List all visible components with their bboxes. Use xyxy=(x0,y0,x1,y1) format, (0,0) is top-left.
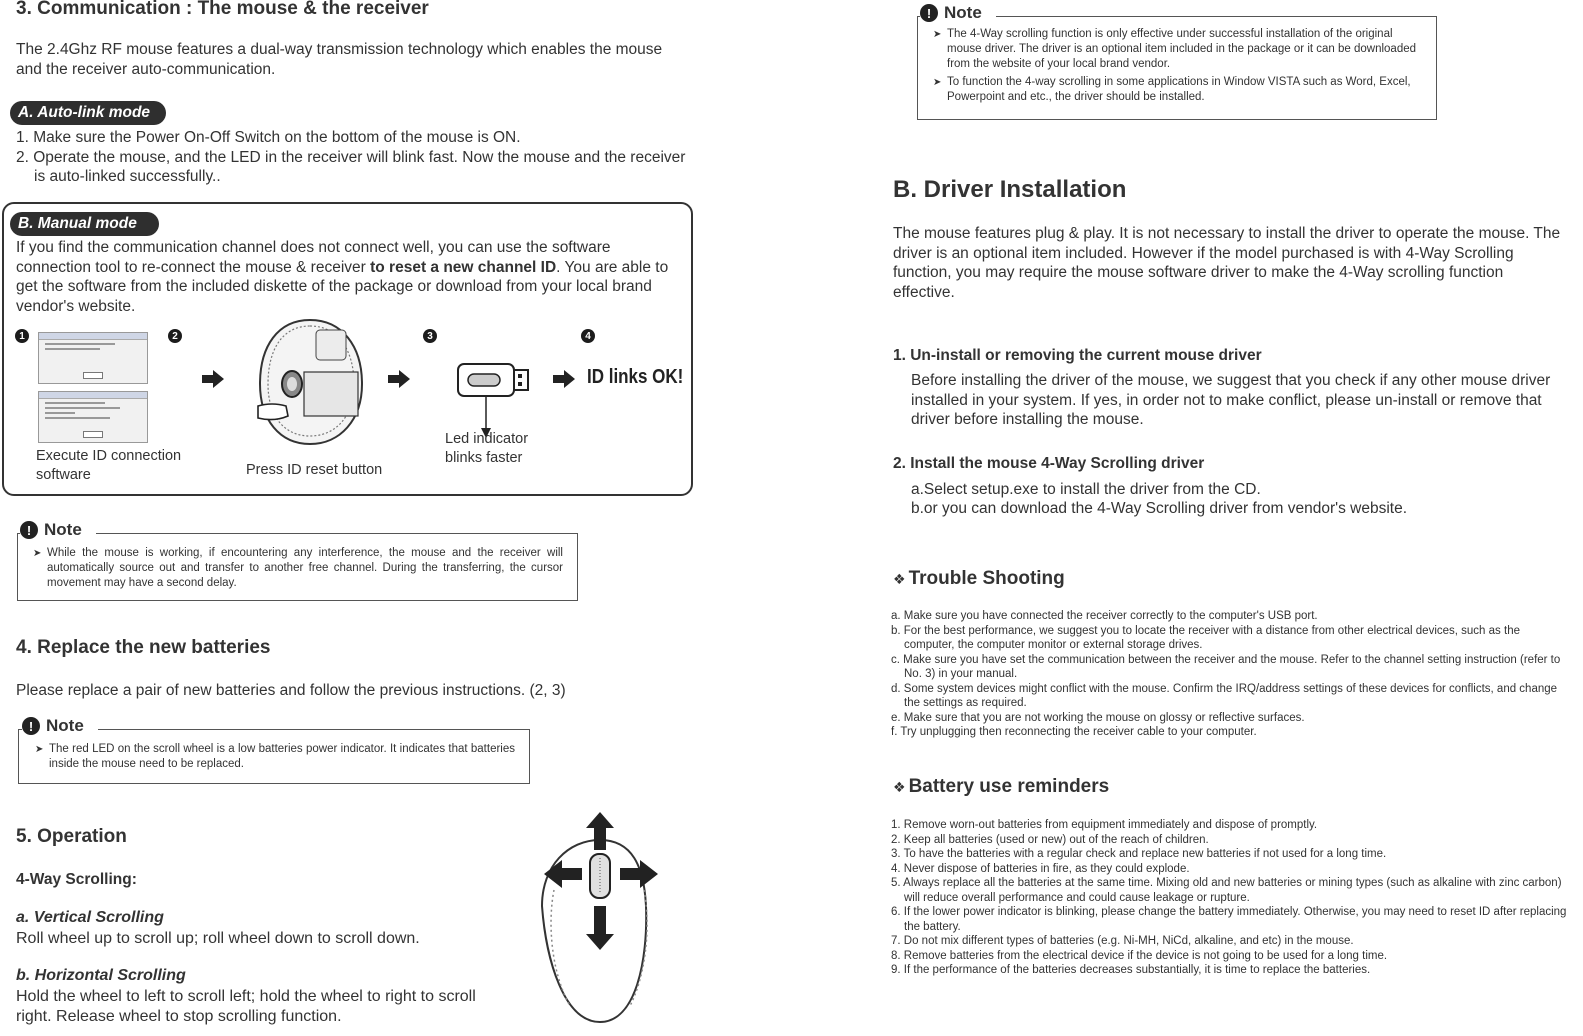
uninstall-text: Before installing the driver of the mouse, we suggest that you check if any other mouse driver installed in your system. If yes, in order not to make conflict, please un-install or remove that driver before installing the mouse. xyxy=(911,372,1551,428)
list-item: 9. If the performance of the batteries decreases substantially, it is time to replace the batteries. xyxy=(891,964,1371,976)
section-3-title: 3. Communication : The mouse & the receiver xyxy=(16,0,429,19)
trouble-shooting-title: ❖ Trouble Shooting xyxy=(893,568,1065,589)
list-item: b. For the best performance, we suggest you to locate the receiver with a distance from other electrical devices, such as the computer, the computer monitor or external storage drives. xyxy=(891,624,1520,651)
list-item: 4. Never dispose of batteries in fire, as they could explode. xyxy=(891,862,1190,875)
list-item: 5. Always replace all the batteries at the same time. Mixing old and new batteries or mining types (such as alkaline with zinc carbon) will reduce overall performance and could cause leakage or rupture. xyxy=(891,877,1562,904)
mouse-bottom-image xyxy=(250,316,370,448)
list-item: a. Make sure you have connected the receiver correctly to the computer's USB port. xyxy=(891,610,1318,622)
install-heading: 2. Install the mouse 4-Way Scrolling driver xyxy=(893,455,1205,472)
step-3-badge: 3 xyxy=(423,329,437,343)
section-4-title: 4. Replace the new batteries xyxy=(16,637,271,658)
list-item: 6. If the lower power indicator is blinking, please change the battery immediately. Otherwise, you may need to reset ID after replacing the battery. xyxy=(891,906,1567,933)
diamond-bullet-icon: ❖ xyxy=(893,778,906,795)
arrow-right-icon xyxy=(388,370,410,388)
manual-mode-pill: B. Manual mode xyxy=(10,212,159,236)
section-4-text: Please replace a pair of new batteries and follow the previous instructions. (2, 3) xyxy=(16,682,566,699)
horizontal-scrolling-title: b. Horizontal Scrolling xyxy=(16,967,186,984)
arrow-right-icon xyxy=(553,370,575,388)
section-3-intro: The 2.4Ghz RF mouse features a dual-way transmission technology which enables the mouse and the receiver auto-communication. xyxy=(16,41,663,78)
list-item: e. Make sure that you are not working the mouse on glossy or reflective surfaces. xyxy=(891,711,1305,724)
uninstall-heading: 1. Un-install or removing the current mouse driver xyxy=(893,347,1262,364)
id-links-ok-text: ID links OK! xyxy=(587,366,684,388)
note-list xyxy=(933,27,1423,105)
driver-intro: The mouse features plug & play. It is not necessary to install the driver to operate the mouse. The driver is an optional item included. However if the model purchased is with 4-Way Scrolling function, you may require the mouse software driver to make the 4-Way scrolling function effective. xyxy=(893,225,1561,301)
horizontal-scrolling-text: Hold the wheel to left to scroll left; hold the wheel to right to scroll right. Release wheel to stop scrolling function. xyxy=(16,988,476,1025)
step-1-badge: 1 xyxy=(15,329,29,343)
led-caption: Led indicator blinks faster xyxy=(445,431,529,466)
note-heading: ! Note xyxy=(20,520,96,540)
note-list xyxy=(35,742,515,772)
driver-installation-title: B. Driver Installation xyxy=(893,176,1127,203)
install-step-b: b.or you can download the 4-Way Scrolling driver from vendor's website. xyxy=(911,500,1408,517)
exclamation-icon: ! xyxy=(22,717,40,735)
battery-list xyxy=(891,818,1571,978)
diamond-bullet-icon: ❖ xyxy=(893,570,906,587)
step-4-badge: 4 xyxy=(581,329,595,343)
arrow-right-icon xyxy=(202,370,224,388)
connect-dialog-image xyxy=(38,391,148,443)
list-item: 3. To have the batteries with a regular check and replace new batteries if not used for a long time. xyxy=(891,848,1387,860)
list-item: 8. Remove batteries from the electrical device if the device is not going to be used for a long time. xyxy=(891,949,1388,962)
exclamation-icon: ! xyxy=(920,4,938,22)
note-item: ➤ While the mouse is working, if encountering any interference, the mouse and the receiver will automatically source out and transfer to another free channel. During the transferring, the cursor movement may have a second delay. xyxy=(33,546,563,591)
list-item: 2. Operate the mouse, and the LED in the receiver will blink fast. Now the mouse and the receiver is auto-linked successfully.. xyxy=(16,148,686,185)
vertical-scrolling-text: Roll wheel up to scroll up; roll wheel down to scroll down. xyxy=(16,930,420,947)
battery-reminders-title: ❖ Battery use reminders xyxy=(893,776,1110,797)
section-5-title: 5. Operation xyxy=(16,826,127,847)
note-heading: ! Note xyxy=(22,716,98,736)
auto-link-list xyxy=(16,128,686,187)
note-item: ➤ The red LED on the scroll wheel is a low batteries power indicator. It indicates that batteries inside the mouse need to be replaced. xyxy=(35,742,515,772)
list-item: 1. Make sure the Power On-Off Switch on the bottom of the mouse is ON. xyxy=(16,129,521,146)
install-step-a: a.Select setup.exe to install the driver from the CD. xyxy=(911,481,1261,498)
list-item: f. Try unplugging then reconnecting the receiver cable to your computer. xyxy=(891,726,1257,738)
note-list xyxy=(33,546,563,591)
list-item: 2. Keep all batteries (used or new) out of the reach of children. xyxy=(891,833,1209,846)
note-heading: ! Note xyxy=(920,3,996,23)
list-item: c. Make sure you have set the communication between the receiver and the mouse. Refer to the channel setting instruction (refer to No. 3) in your manual. xyxy=(891,653,1561,680)
list-item: 1. Remove worn-out batteries from equipment immediately and dispose of promptly. xyxy=(891,819,1318,831)
press-caption: Press ID reset button xyxy=(246,462,383,478)
trouble-list xyxy=(891,609,1571,740)
connect-dialog-image xyxy=(38,332,148,384)
execute-caption: Execute ID connection software xyxy=(36,448,182,483)
note-item: ➤ To function the 4-way scrolling in some applications in Window VISTA such as Word, Excel, Powerpoint and etc., the driver should be installed. xyxy=(933,75,1423,105)
note-item: ➤ The 4-Way scrolling function is only effective under successful installation of the original mouse driver. The driver is an optional item included in the package or it can be downloaded from the website of your local brand vendor. xyxy=(933,27,1423,72)
step-2-badge: 2 xyxy=(168,329,182,343)
section-5-subtitle: 4-Way Scrolling: xyxy=(16,871,137,888)
mouse-top-image xyxy=(540,810,662,1026)
list-item: d. Some system devices might conflict with the mouse. Confirm the IRQ/address settings of these devices for conflicts, and change the settings as required. xyxy=(891,682,1558,709)
auto-link-pill: A. Auto-link mode xyxy=(10,101,166,125)
vertical-scrolling-title: a. Vertical Scrolling xyxy=(16,909,164,926)
list-item: 7. Do not mix different types of batteries (e.g. Ni-MH, NiCd, alkaline, and etc) in the mouse. xyxy=(891,935,1354,947)
exclamation-icon: ! xyxy=(20,521,38,539)
manual-mode-text: If you find the communication channel does not connect well, you can use the software connection tool to re-connect the mouse & receiver to reset a new channel ID. You are able to get the software from the included diskette of the package or download from your local brand vendor's website. xyxy=(16,239,669,315)
